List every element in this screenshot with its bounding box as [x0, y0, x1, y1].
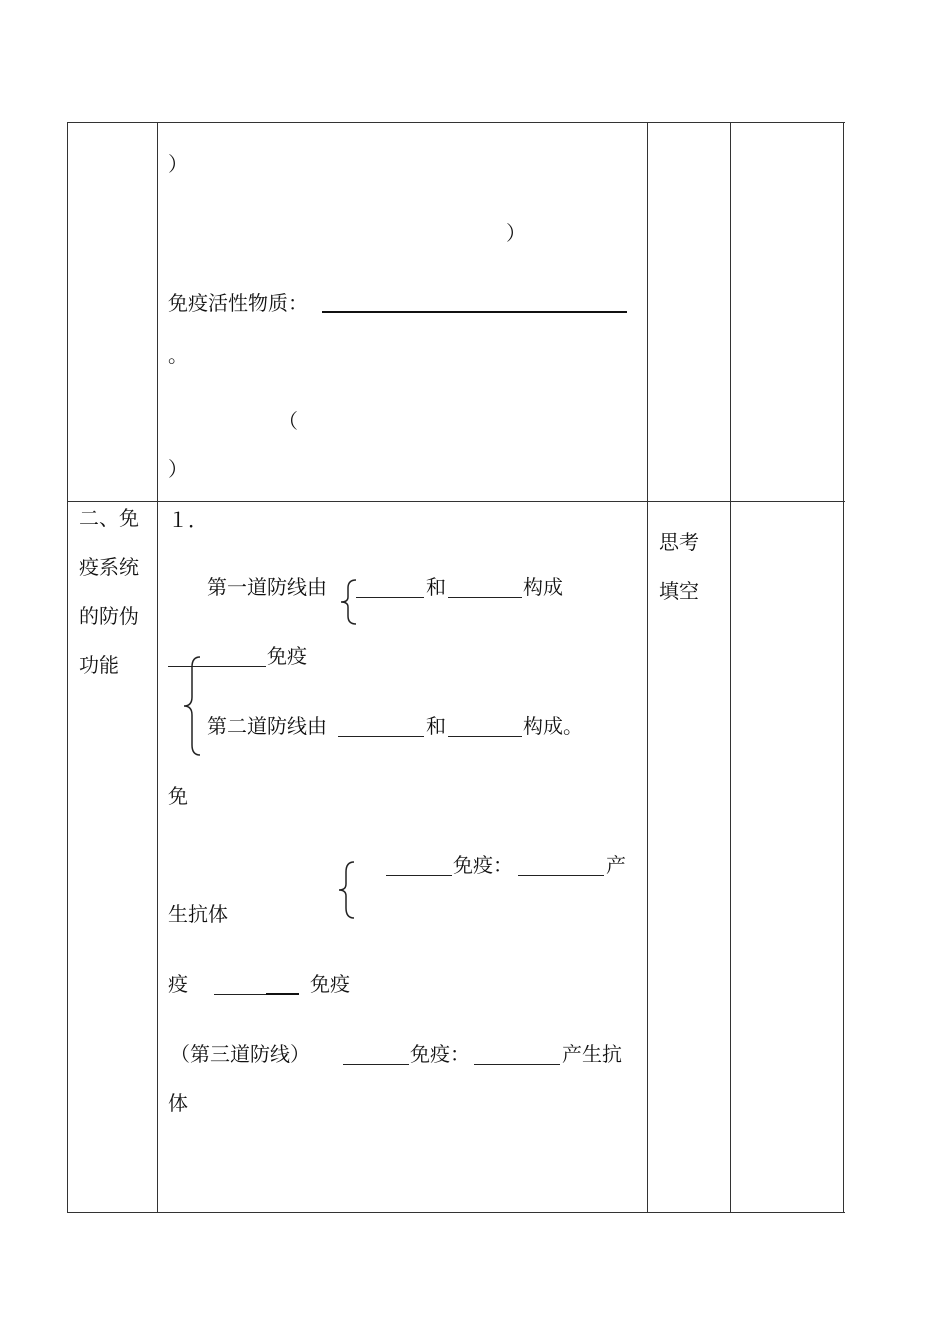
- table-border-right: [843, 122, 844, 1213]
- brace-large: [180, 655, 204, 757]
- blank-4a[interactable]: [386, 875, 452, 876]
- mianyi-b: 免疫：: [453, 853, 513, 877]
- mian-char: 免: [168, 784, 188, 808]
- table-border-left: [67, 122, 68, 1213]
- table-row-divider: [67, 501, 845, 502]
- period-mark: 。: [168, 343, 188, 367]
- paren-close-2: ）: [506, 221, 526, 245]
- blank-1a[interactable]: [356, 597, 424, 598]
- table-col-divider-1: [157, 122, 158, 1213]
- paren-open: （: [278, 409, 298, 433]
- paren-close-3: ）: [168, 457, 188, 481]
- blank-1b[interactable]: [448, 597, 522, 598]
- blank-5b[interactable]: [266, 993, 299, 995]
- item-number: １．: [168, 508, 208, 532]
- blank-4b[interactable]: [518, 875, 604, 876]
- blank-3a[interactable]: [338, 736, 424, 737]
- ti-char: 体: [168, 1091, 188, 1115]
- chan-char: 产: [606, 853, 626, 877]
- yi-char: 疫: [168, 972, 188, 996]
- blank-3b[interactable]: [448, 736, 522, 737]
- second-defense-prefix: 第二道防线由: [207, 714, 327, 738]
- note-think-fill: 思考填空: [659, 530, 699, 603]
- blank-6b[interactable]: [474, 1064, 560, 1065]
- brace-small-2: [336, 860, 358, 920]
- goucheng-1: 构成: [523, 575, 563, 599]
- first-defense-prefix: 第一道防线由: [207, 575, 327, 599]
- chanshengkang: 产生抗: [562, 1042, 622, 1066]
- mianyi-a: 免疫: [267, 644, 307, 668]
- paren-close-1: ）: [168, 152, 188, 176]
- mianyi-c: 免疫: [310, 972, 350, 996]
- he-2: 和: [426, 714, 446, 738]
- third-defense-label: （第三道防线）: [170, 1042, 310, 1066]
- goucheng-2: 构成。: [523, 714, 583, 738]
- immune-substance-blank[interactable]: [322, 311, 627, 313]
- table-col-divider-3: [730, 122, 731, 1213]
- topic-heading: 二、免疫系统的防伪功能: [79, 506, 139, 677]
- shengkangti: 生抗体: [168, 902, 228, 926]
- he-1: 和: [426, 575, 446, 599]
- immune-substance-label: 免疫活性物质：: [168, 291, 308, 315]
- mianyi-d: 免疫：: [410, 1042, 470, 1066]
- blank-5a[interactable]: [214, 994, 266, 995]
- table-border-top: [67, 122, 845, 123]
- blank-6a[interactable]: [343, 1064, 409, 1065]
- brace-small-1: [338, 578, 360, 626]
- table-col-divider-2: [647, 122, 648, 1213]
- table-border-bottom: [67, 1212, 845, 1213]
